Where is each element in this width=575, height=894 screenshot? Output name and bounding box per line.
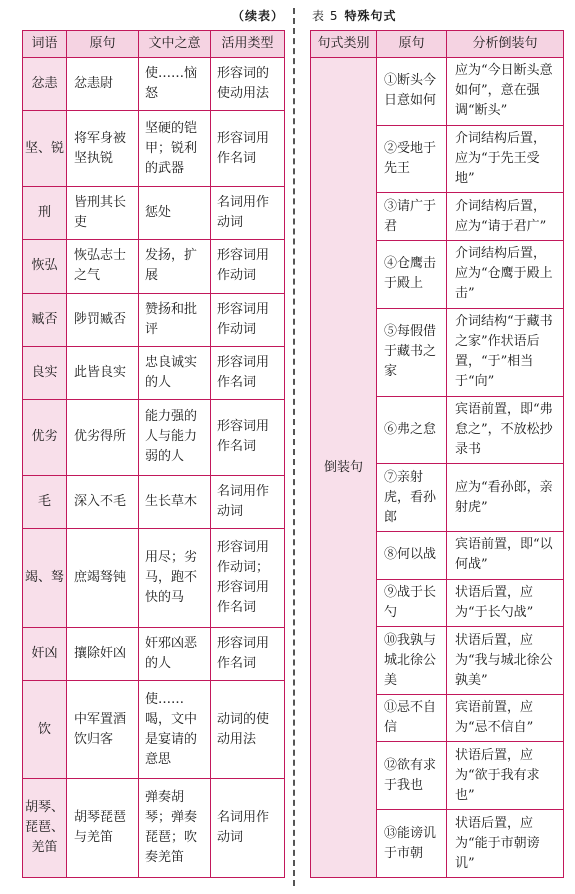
meaning-cell: 赞扬和批评 bbox=[139, 293, 211, 346]
table-row bbox=[23, 58, 285, 111]
header-usage-type: 活用类型 bbox=[211, 31, 285, 58]
sentence-cell: 中军置酒饮归客 bbox=[67, 680, 139, 779]
word-cell: 臧否 bbox=[23, 293, 67, 346]
word-cell: 坚、锐 bbox=[23, 111, 67, 187]
analysis-cell: 应为“今日断头意如何”，意在强调“断头” bbox=[447, 58, 564, 126]
table-row bbox=[23, 680, 285, 779]
usage-type-cell: 名词用作动词 bbox=[211, 187, 285, 240]
table-row bbox=[23, 346, 285, 399]
meaning-cell: 用尽；劣马，跑不快的马 bbox=[139, 529, 211, 628]
sentence-cell: 皆刑其长吏 bbox=[67, 187, 139, 240]
sentence-cell: ⑧何以战 bbox=[377, 532, 447, 580]
meaning-cell: 生长草木 bbox=[139, 475, 211, 528]
word-cell: 奸凶 bbox=[23, 627, 67, 680]
usage-type-cell: 形容词的使动用法 bbox=[211, 58, 285, 111]
category-cell: 倒装句 bbox=[311, 58, 377, 878]
word-cell: 刑 bbox=[23, 187, 67, 240]
header-sentence: 原句 bbox=[67, 31, 139, 58]
analysis-cell: 介词结构后置，应为“仓鹰于殿上击” bbox=[447, 240, 564, 308]
word-cell: 优劣 bbox=[23, 399, 67, 475]
table-row bbox=[23, 627, 285, 680]
sentence-cell: 恢弘志士之气 bbox=[67, 240, 139, 293]
analysis-cell: 状语后置，应为“我与城北徐公孰美” bbox=[447, 627, 564, 695]
table-row bbox=[23, 111, 285, 187]
word-cell: 忿恚 bbox=[23, 58, 67, 111]
sentence-cell: ⑤每假借于藏书之家 bbox=[377, 308, 447, 396]
table5-caption bbox=[312, 7, 396, 24]
sentence-cell: 攘除奸凶 bbox=[67, 627, 139, 680]
analysis-cell: 介词结构后置，应为“于先王受地” bbox=[447, 125, 564, 193]
meaning-cell: 惩处 bbox=[139, 187, 211, 240]
header-sentence: 原句 bbox=[377, 31, 447, 58]
analysis-cell: 状语后置，应为“欲于我有求也” bbox=[447, 742, 564, 810]
sentence-cell: 忿恚尉 bbox=[67, 58, 139, 111]
analysis-cell: 宾语前置，即“弗怠之”，不放松抄录书 bbox=[447, 396, 564, 464]
header-analysis: 分析倒装句 bbox=[447, 31, 564, 58]
word-cell: 竭、驽 bbox=[23, 529, 67, 628]
table-row bbox=[23, 529, 285, 628]
sentence-cell: 此皆良实 bbox=[67, 346, 139, 399]
analysis-cell: 状语后置，应为“能于市朝谤讥” bbox=[447, 810, 564, 878]
header-meaning: 文中之意 bbox=[139, 31, 211, 58]
sentence-cell: 庶竭驽钝 bbox=[67, 529, 139, 628]
sentence-cell: ④仓鹰击于殿上 bbox=[377, 240, 447, 308]
meaning-cell: 坚硬的铠甲；锐利的武器 bbox=[139, 111, 211, 187]
usage-type-cell: 名词用作动词 bbox=[211, 475, 285, 528]
analysis-cell: 介词结构“于藏书之家”作状语后置，“于”相当于“向” bbox=[447, 308, 564, 396]
usage-type-cell: 动词的使动用法 bbox=[211, 680, 285, 779]
analysis-cell: 应为“看孙郎，亲射虎” bbox=[447, 464, 564, 532]
meaning-cell: 使……恼怒 bbox=[139, 58, 211, 111]
meaning-cell: 弹奏胡琴；弹奏琵琶；吹奏羌笛 bbox=[139, 779, 211, 878]
analysis-cell: 宾语前置，应为“忌不信自” bbox=[447, 694, 564, 742]
sentence-cell: ⑫欲有求于我也 bbox=[377, 742, 447, 810]
column-divider bbox=[293, 8, 295, 886]
meaning-cell: 奸邪凶恶的人 bbox=[139, 627, 211, 680]
word-cell: 恢弘 bbox=[23, 240, 67, 293]
table4-continued-caption: （续表） bbox=[232, 9, 285, 23]
sentence-cell: 将军身被坚执锐 bbox=[67, 111, 139, 187]
sentence-cell: 胡琴琵琶与羌笛 bbox=[67, 779, 139, 878]
sentence-cell: 深入不毛 bbox=[67, 475, 139, 528]
analysis-cell: 介词结构后置，应为“请于君广” bbox=[447, 193, 564, 241]
word-cell: 饮 bbox=[23, 680, 67, 779]
table-header-row bbox=[311, 31, 564, 58]
word-usage-table bbox=[22, 30, 285, 878]
sentence-cell: ⑩我孰与城北徐公美 bbox=[377, 627, 447, 695]
usage-type-cell: 形容词用作动词 bbox=[211, 293, 285, 346]
analysis-cell: 宾语前置，即“以何战” bbox=[447, 532, 564, 580]
meaning-cell: 忠良诚实的人 bbox=[139, 346, 211, 399]
header-word: 词语 bbox=[23, 31, 67, 58]
word-cell: 良实 bbox=[23, 346, 67, 399]
table-header-row bbox=[23, 31, 285, 58]
table-row bbox=[23, 475, 285, 528]
usage-type-cell: 形容词用作动词；形容词用作名词 bbox=[211, 529, 285, 628]
table5-title: 特殊句式 bbox=[344, 9, 397, 23]
table-row bbox=[23, 293, 285, 346]
sentence-cell: ⑥弗之怠 bbox=[377, 396, 447, 464]
sentence-cell: ⑬能谤讥于市朝 bbox=[377, 810, 447, 878]
usage-type-cell: 名词用作动词 bbox=[211, 779, 285, 878]
word-cell: 胡琴、琵琶、羌笛 bbox=[23, 779, 67, 878]
table-row bbox=[23, 187, 285, 240]
usage-type-cell: 形容词用作动词 bbox=[211, 240, 285, 293]
table-row bbox=[23, 399, 285, 475]
special-sentence-table bbox=[310, 30, 564, 878]
word-cell: 毛 bbox=[23, 475, 67, 528]
header-category: 句式类别 bbox=[311, 31, 377, 58]
table5-number: 表 5 bbox=[312, 9, 339, 23]
sentence-cell: ①断头今日意如何 bbox=[377, 58, 447, 126]
usage-type-cell: 形容词用作名词 bbox=[211, 346, 285, 399]
table-row bbox=[311, 58, 564, 126]
analysis-cell: 状语后置，应为“于长勺战” bbox=[447, 579, 564, 627]
meaning-cell: 能力强的人与能力弱的人 bbox=[139, 399, 211, 475]
usage-type-cell: 形容词用作名词 bbox=[211, 399, 285, 475]
sentence-cell: ⑦亲射虎，看孙郎 bbox=[377, 464, 447, 532]
sentence-cell: ⑪忌不自信 bbox=[377, 694, 447, 742]
usage-type-cell: 形容词用作名词 bbox=[211, 111, 285, 187]
meaning-cell: 发扬，扩展 bbox=[139, 240, 211, 293]
sentence-cell: 优劣得所 bbox=[67, 399, 139, 475]
table-row bbox=[23, 240, 285, 293]
table-row bbox=[23, 779, 285, 878]
meaning-cell: 使……喝，文中是宴请的意思 bbox=[139, 680, 211, 779]
sentence-cell: ③请广于君 bbox=[377, 193, 447, 241]
usage-type-cell: 形容词用作名词 bbox=[211, 627, 285, 680]
sentence-cell: ②受地于先王 bbox=[377, 125, 447, 193]
sentence-cell: 陟罚臧否 bbox=[67, 293, 139, 346]
sentence-cell: ⑨战于长勺 bbox=[377, 579, 447, 627]
